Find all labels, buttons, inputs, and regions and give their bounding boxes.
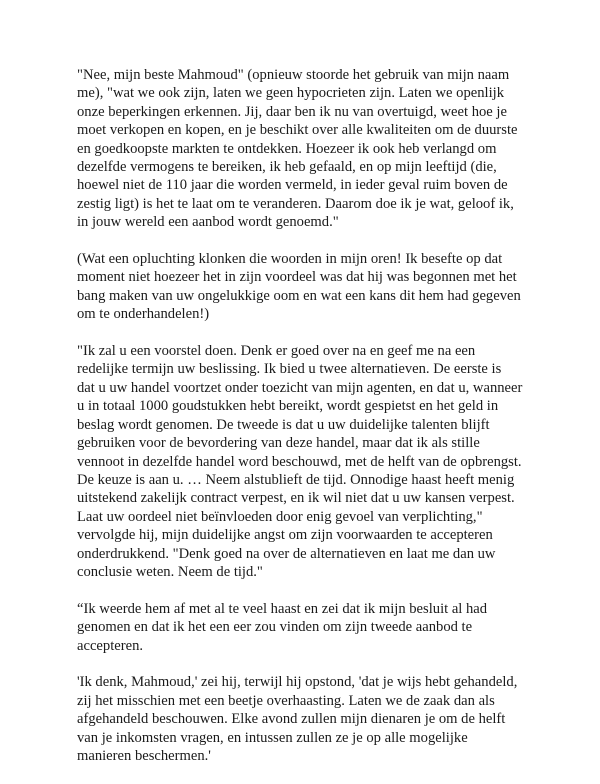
text-line: zij het misschien met een beetje overhaasting. Laten we de zaak dan als xyxy=(77,692,495,709)
text-line: dezelfde vermogens te bereiken, ik heb gefaald, en op mijn leeftijd (die, xyxy=(77,159,497,176)
text-line: moment niet hoezeer het in zijn voordeel was dat hij was begonnen met het xyxy=(77,269,517,286)
text-line: dat u uw handel voortzet onder toezicht van mijn agenten, en dat u, wanneer xyxy=(77,379,523,396)
body-text xyxy=(77,66,539,784)
text-line: afgehandeld beschouwen. Elke avond zullen mijn dienaren je om de helft xyxy=(77,711,506,728)
paragraph-1 xyxy=(77,66,539,232)
paragraph-5 xyxy=(77,673,539,765)
text-line: om te onderhandelen!) xyxy=(77,306,210,323)
text-line: u in totaal 1000 goudstukken hebt bereikt, wordt gespietst en het geld in xyxy=(77,398,499,415)
text-line: bang maken van uw ongelukkige oom en wat een kans dit hem had gegeven xyxy=(77,287,521,304)
text-line: me), "wat we ook zijn, laten we geen hypocrieten zijn. Laten we openlijk xyxy=(77,85,504,102)
text-line: onderdrukkend. "Denk goed na over de alternatieven en laat me dan uw xyxy=(77,545,496,562)
paragraph-3 xyxy=(77,342,539,581)
paragraph-2 xyxy=(77,250,539,324)
text-line: Laat uw oordeel niet beïnvloeden door enig gevoel van verplichting," xyxy=(77,508,483,525)
text-line: "Ik zal u een voorstel doen. Denk er goed over na en geef me na een xyxy=(77,343,476,360)
text-line: "Nee, mijn beste Mahmoud" (opnieuw stoorde het gebruik van mijn naam xyxy=(77,67,510,83)
text-line: van je inkomsten vragen, en intussen zullen ze je op alle mogelijke xyxy=(77,729,468,746)
text-line: “Ik weerde hem af met al te veel haast en zei dat ik mijn besluit al had xyxy=(77,600,488,617)
text-line: redelijke termijn uw beslissing. Ik bied u twee alternatieven. De eerste is xyxy=(77,361,502,378)
text-line: en goedkoopste markten te ontdekken. Hoezeer ik ook heb verlangd om xyxy=(77,140,497,157)
text-line: conclusie weten. Neem de tijd." xyxy=(77,563,263,580)
text-line: in jouw wereld een aanbod wordt genoemd." xyxy=(77,214,339,231)
text-line: 'Ik denk, Mahmoud,' zei hij, terwijl hij opstond, 'dat je wijs hebt gehandeld, xyxy=(77,674,518,691)
text-line: moet verkopen en kopen, en je beschikt over alle kwaliteiten om de duurste xyxy=(77,122,518,139)
text-line: accepteren. xyxy=(77,637,144,654)
text-line: manieren beschermen.' xyxy=(77,747,211,764)
text-line: De keuze is aan u. … Neem alstublieft de tijd. Onnodige haast heeft menig xyxy=(77,471,515,488)
text-line: genomen en dat ik het een eer zou vinden om zijn tweede aanbod te xyxy=(77,619,473,636)
text-line: beslag wordt genomen. De tweede is dat u uw duidelijke talenten blijft xyxy=(77,416,490,433)
text-line: zestig ligt) is het te laat om te veranderen. Daarom doe ik je wat, geloof ik, xyxy=(77,195,514,212)
text-line: uitstekend zakelijk contract verpest, en ik wil niet dat u uw kansen verpest. xyxy=(77,490,515,507)
text-line: gebruiken voor de bevordering van deze handel, maar dat ik als stille xyxy=(77,435,480,452)
text-line: (Wat een opluchting klonken die woorden in mijn oren! Ik besefte op dat xyxy=(77,251,503,268)
text-line: onze beperkingen erkennen. Jij, daar ben ik nu van overtuigd, weet hoe je xyxy=(77,103,507,120)
text-line: vennoot in dezelfde handel word beschouwd, met de helft van de opbrengst. xyxy=(77,453,522,470)
paragraph-4 xyxy=(77,600,539,655)
text-line: hoewel niet de 110 jaar die worden vermeld, in ieder geval ruim boven de xyxy=(77,177,508,194)
text-line: vervolgde hij, mijn duidelijke angst om zijn voorwaarden te accepteren xyxy=(77,527,493,544)
